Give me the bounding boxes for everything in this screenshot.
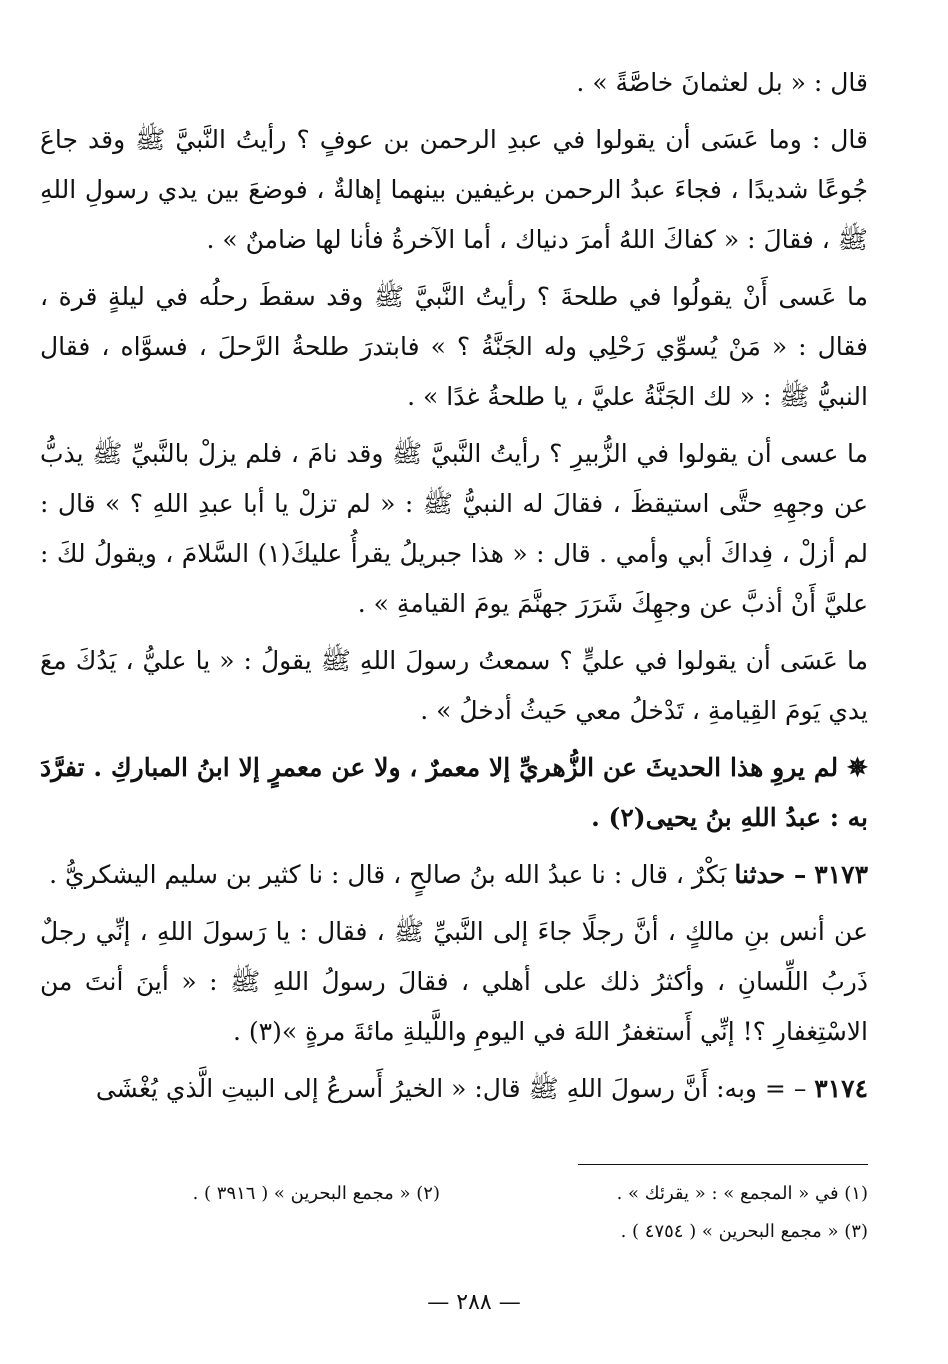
hadith-number: ٣١٧٣ [814,860,868,889]
paragraph-uthman: قال : « بل لعثمانَ خاصَّةً » . [576,68,868,97]
paragraph-abdurrahman: قال : وما عَسَى أن يقولوا في عبدِ الرحمن بن عوفٍ ؟ رأيتُ النَّبيَّ ﷺ وقد جاعَ جُوعًا شديدًا ، فجاءَ عبدُ الرحمن برغيفين بينهما إهالةٌ ، فوضعَ بين يدي رسولِ اللهِ ﷺ ، فقالَ : « كفاكَ اللهُ أمرَ دنياك ، أما الآخرةُ فأنا لها ضامنٌ » . [40,125,868,254]
page-body [40,58,868,1121]
hadith-lead: – حدثنا [734,860,807,889]
page-number: — ٢٨٨ — [427,1290,521,1315]
paragraph-talha: ما عَسى أَنْ يقولُوا في طلحةَ ؟ رأيتُ النَّبيَّ ﷺ وقد سقطَ رحلُه في ليلةٍ قرة ، فقال : « مَنْ يُسوِّي رَحْلِي وله الجَنَّةُ ؟ » فابتدرَ طلحةُ الرَّحلَ ، فسوَّاه ، فقال النبيُّ ﷺ : « لك الجَنَّةُ عليَّ ، يا طلحةُ غدًا » . [40,282,868,411]
footnotes [40,1164,868,1251]
commentary-note: ✵ لم يروِ هذا الحديثَ عن الزُّهريِّ إلا معمرٌ ، ولا عن معمرٍ إلا ابنُ المباركِ . تفرَّدَ به : عبدُ اللهِ بنُ يحيى(٢) . [40,753,868,832]
footnote-divider [578,1164,868,1165]
footnote-3: (٣) « مجمع البحرين » ( ٤٧٥٤ ) . [620,1221,868,1242]
hadith-number: ٣١٧٤ [814,1074,868,1103]
footnote-row [40,1213,868,1251]
hadith-chain: بَكْرٌ ، قال : نا عبدُ الله بنُ صالحٍ ، قال : نا كثير بن سليم اليشكريُّ . [49,860,727,889]
hadith-3174 [40,1064,868,1114]
hadith-text: – = وبه: أَنَّ رسولَ اللهِ ﷺ قال: « الخيرُ أَسرعُ إلى البيتِ الَّذي يُغْشَى [95,1074,807,1103]
footnote-2: (٢) « مجمع البحرين » ( ٣٩١٦ ) . [192,1183,440,1204]
paragraph-ali: ما عَسَى أن يقولوا في عليٍّ ؟ سمعتُ رسولَ اللهِ ﷺ يقولُ : « يا عليُّ ، يَدُكَ معَ يدي يَومَ القِيامةِ ، تَدْخلُ معي حَيثُ أدخلُ » . [40,646,868,725]
paragraph-anas: عن أنس بنِ مالكٍ ، أنَّ رجلًا جاءَ إلى النَّبيِّ ﷺ ، فقال : يا رَسولَ اللهِ ، إنِّي رجلٌ ذَربُ اللِّسانِ ، وأكثرُ ذلك على أهلي ، فقالَ رسولُ اللهِ ﷺ : « أينَ أنتَ من الاسْتِغفارِ ؟! إنِّي أَستغفرُ اللهَ في اليومِ واللَّيلةِ مائةَ مرةٍ »(٣) . [40,917,868,1046]
hadith-3173 [40,850,868,900]
footnote-1: (١) في « المجمع » : « يقرئك » . [616,1183,868,1204]
footnote-row [40,1175,868,1213]
paragraph-zubair: ما عسى أن يقولوا في الزُّبيرِ ؟ رأيتُ النَّبيَّ ﷺ وقد نامَ ، فلم يزلْ بالنَّبيِّ ﷺ يذبُّ عن وجهِهِ حتَّى استيقظَ ، فقالَ له النبيُّ ﷺ : « لم تزلْ يا أبا عبدِ اللهِ ؟ » قال : لم أزلْ ، فِداكَ أبي وأمي . قال : « هذا جبريلُ يقرأُ عليكَ(١) السَّلامَ ، ويقولُ لكَ : عليَّ أَنْ أذبَّ عن وجهِكَ شَرَرَ جهنَّمَ يومَ القيامةِ » . [40,439,868,618]
